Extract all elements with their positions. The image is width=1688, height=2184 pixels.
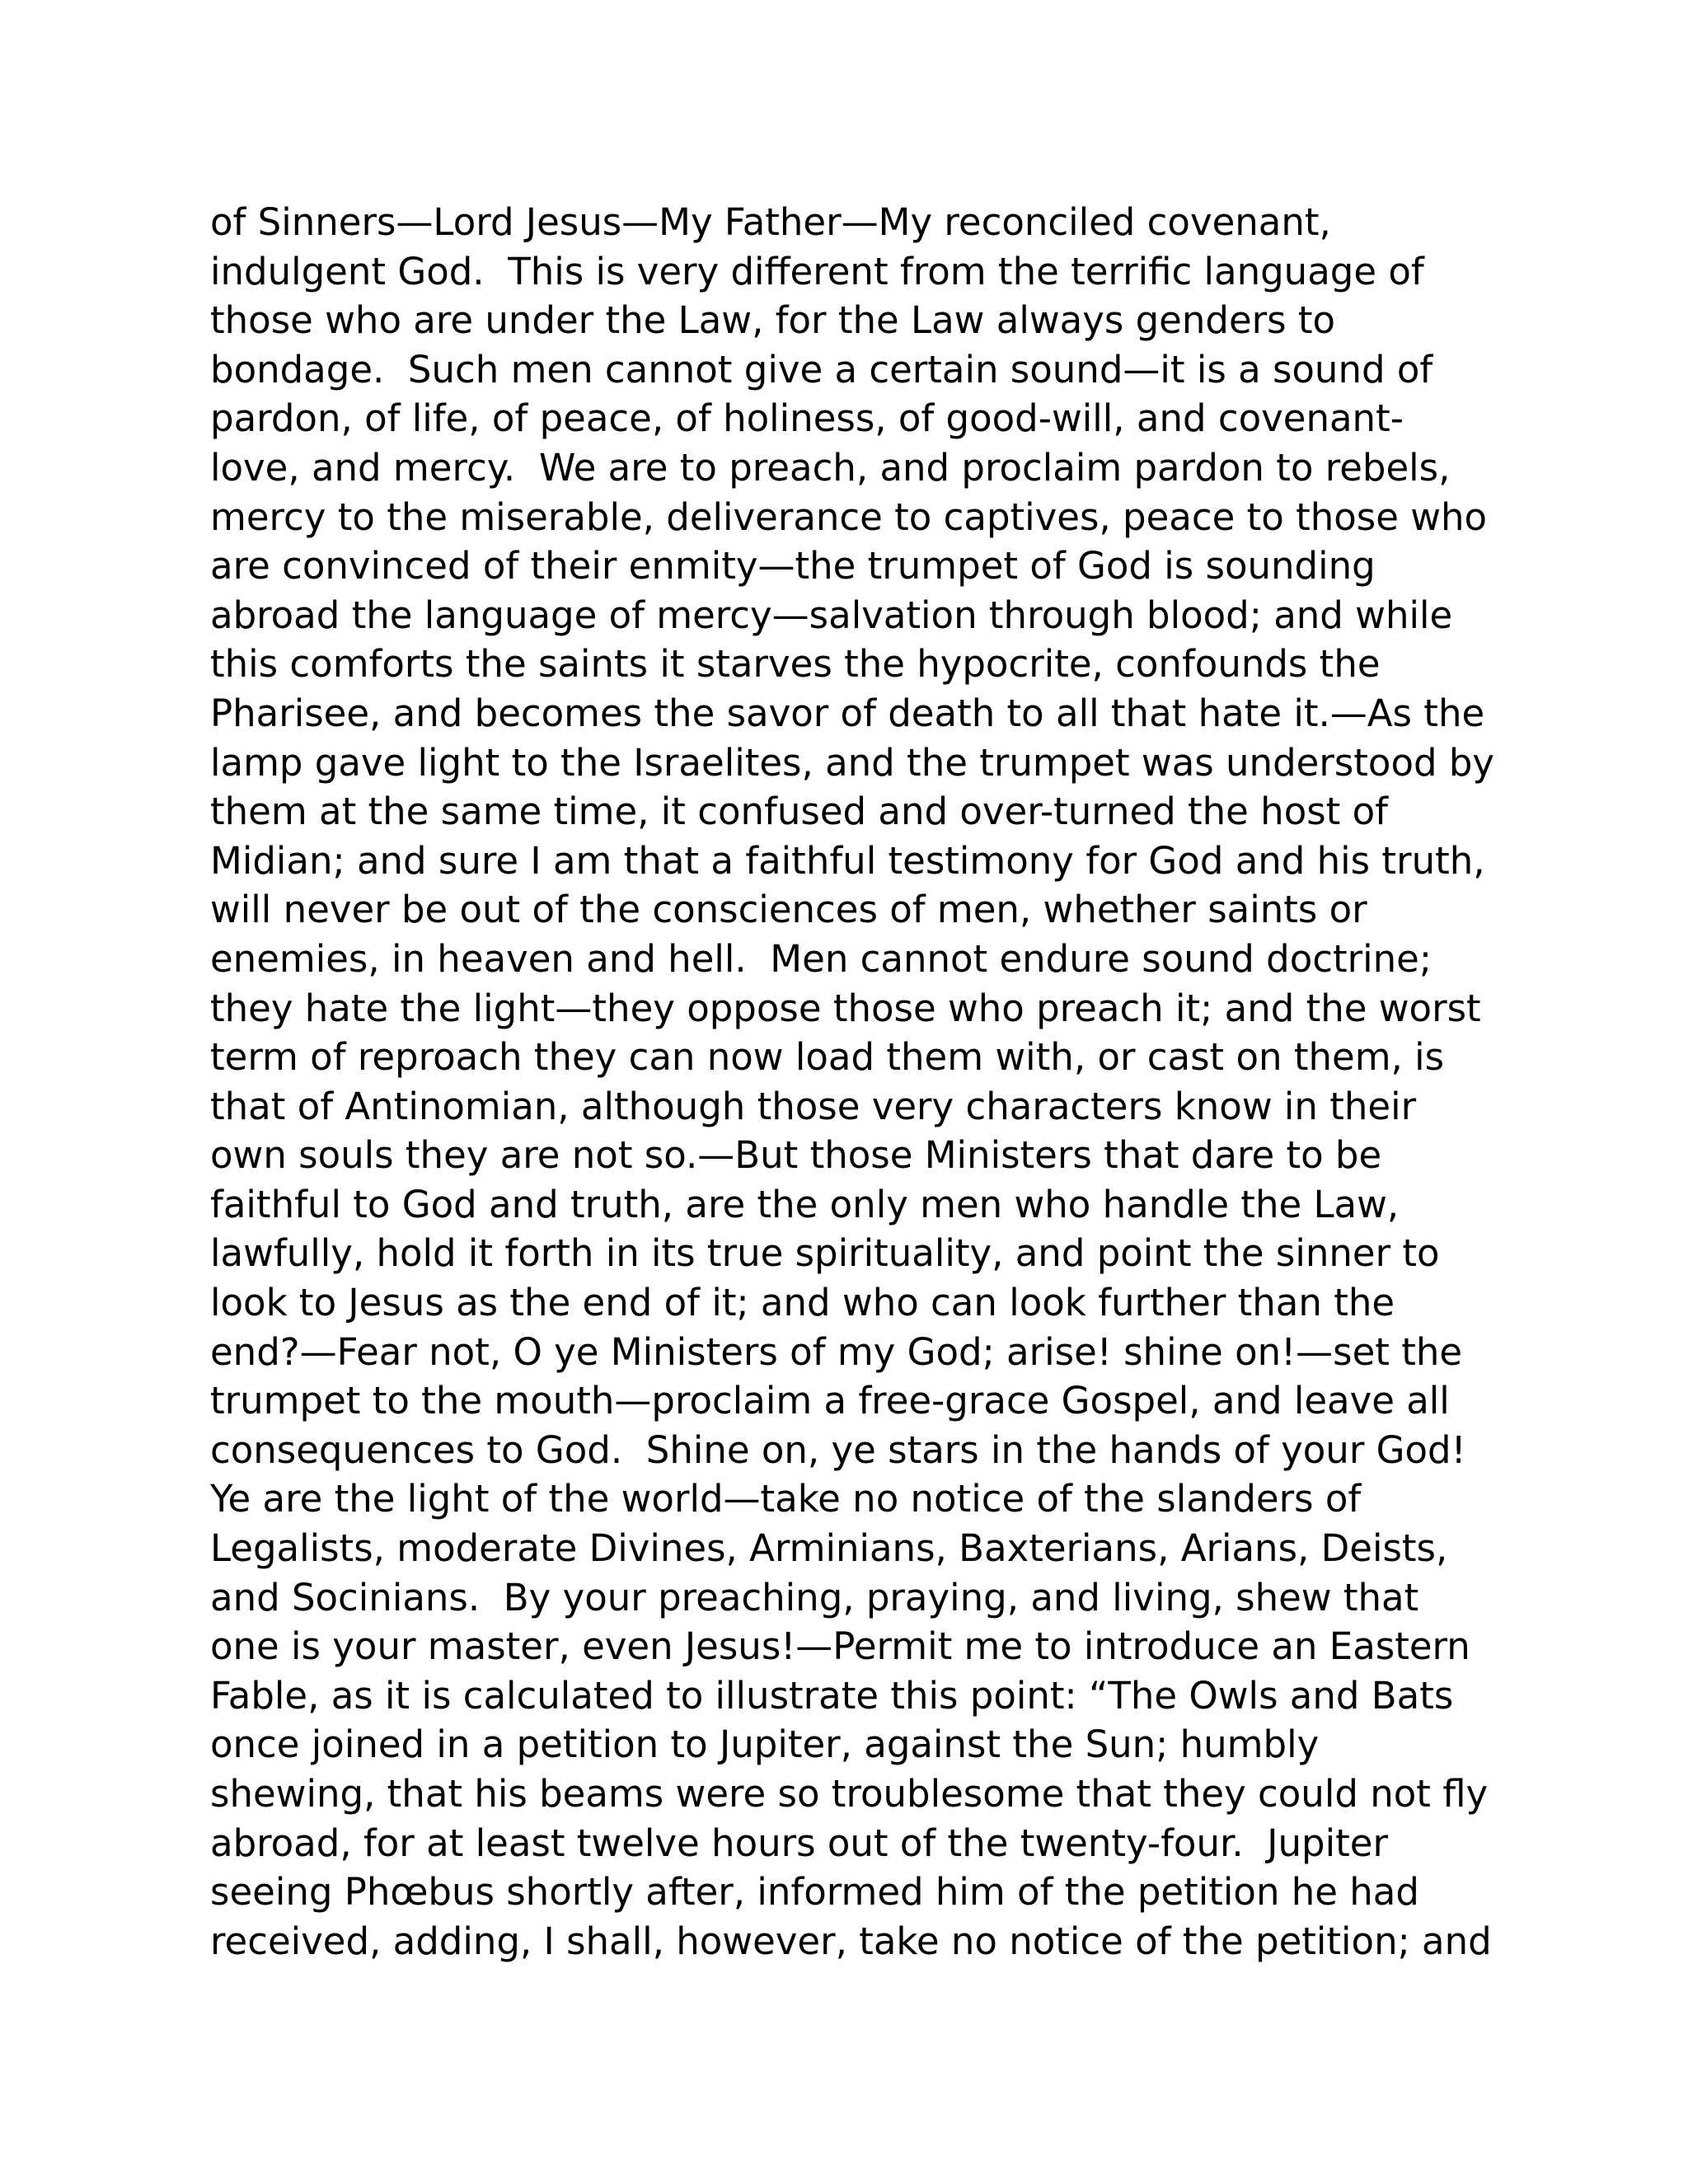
text-line: abroad the language of mercy—salvation through blood; and while — [210, 593, 1453, 637]
text-line: faithful to God and truth, are the only men who handle the Law, — [210, 1182, 1400, 1226]
text-line: lawfully, hold it forth in its true spirituality, and point the sinner to — [210, 1231, 1440, 1276]
text-line: Fable, as it is calculated to illustrate this point: “The Owls and Bats — [210, 1673, 1454, 1718]
text-line: shewing, that his beams were so troublesome that they could not fly — [210, 1772, 1489, 1816]
text-line: abroad, for at least twelve hours out of the twenty-four. Jupiter — [210, 1821, 1388, 1865]
text-line: Pharisee, and becomes the savor of death to all that hate it.—As the — [210, 691, 1485, 735]
text-line: trumpet to the mouth—proclaim a free-grace Gospel, and leave all — [210, 1379, 1450, 1423]
text-line: bondage. Such men cannot give a certain sound—it is a sound of — [210, 347, 1433, 391]
text-line: and Socinians. By your preaching, praying, and living, shew that — [210, 1575, 1419, 1619]
text-line: that of Antinomian, although those very characters know in their — [210, 1084, 1417, 1128]
text-line: one is your master, even Jesus!—Permit me to introduce an Eastern — [210, 1624, 1470, 1669]
text-line: Ye are the light of the world—take no notice of the slanders of — [210, 1477, 1362, 1521]
text-line: of Sinners—Lord Jesus—My Father—My reconciled covenant, — [210, 200, 1331, 244]
text-line: end?—Fear not, O ye Ministers of my God; arise! shine on!—set the — [210, 1329, 1463, 1374]
text-line: Midian; and sure I am that a faithful testimony for God and his truth, — [210, 838, 1485, 883]
text-line: own souls they are not so.—But those Ministers that dare to be — [210, 1133, 1382, 1178]
text-line: indulgent God. This is very different from the terrific language of — [210, 249, 1424, 293]
text-line: Legalists, moderate Divines, Arminians, Baxterians, Arians, Deists, — [210, 1526, 1448, 1571]
body-text — [210, 198, 1496, 1966]
text-line: lamp gave light to the Israelites, and the trumpet was understood by — [210, 740, 1495, 785]
text-line: pardon, of life, of peace, of holiness, of good-will, and covenant- — [210, 396, 1404, 441]
text-line: received, adding, I shall, however, take no notice of the petition; and — [210, 1919, 1492, 1963]
text-line: love, and mercy. We are to preach, and proclaim pardon to rebels, — [210, 445, 1451, 490]
text-line: seeing Phœbus shortly after, informed him of the petition he had — [210, 1870, 1419, 1915]
text-line: them at the same time, it confused and over-turned the host of — [210, 790, 1388, 834]
text-line: they hate the light—they oppose those who preach it; and the worst — [210, 986, 1481, 1030]
text-line: once joined in a petition to Jupiter, against the Sun; humbly — [210, 1722, 1320, 1767]
text-line: mercy to the miserable, deliverance to captives, peace to those who — [210, 494, 1488, 539]
text-line: are convinced of their enmity—the trumpet of God is sounding — [210, 544, 1376, 588]
text-line: those who are under the Law, for the Law always genders to — [210, 298, 1336, 343]
text-line: will never be out of the consciences of men, whether saints or — [210, 888, 1367, 932]
text-line: this comforts the saints it starves the hypocrite, confounds the — [210, 642, 1381, 687]
text-line: enemies, in heaven and hell. Men cannot endure sound doctrine; — [210, 936, 1432, 981]
text-line: consequences to God. Shine on, ye stars in the hands of your God! — [210, 1427, 1466, 1472]
text-line: term of reproach they can now load them with, or cast on them, is — [210, 1035, 1445, 1080]
text-line: look to Jesus as the end of it; and who can look further than the — [210, 1281, 1395, 1325]
